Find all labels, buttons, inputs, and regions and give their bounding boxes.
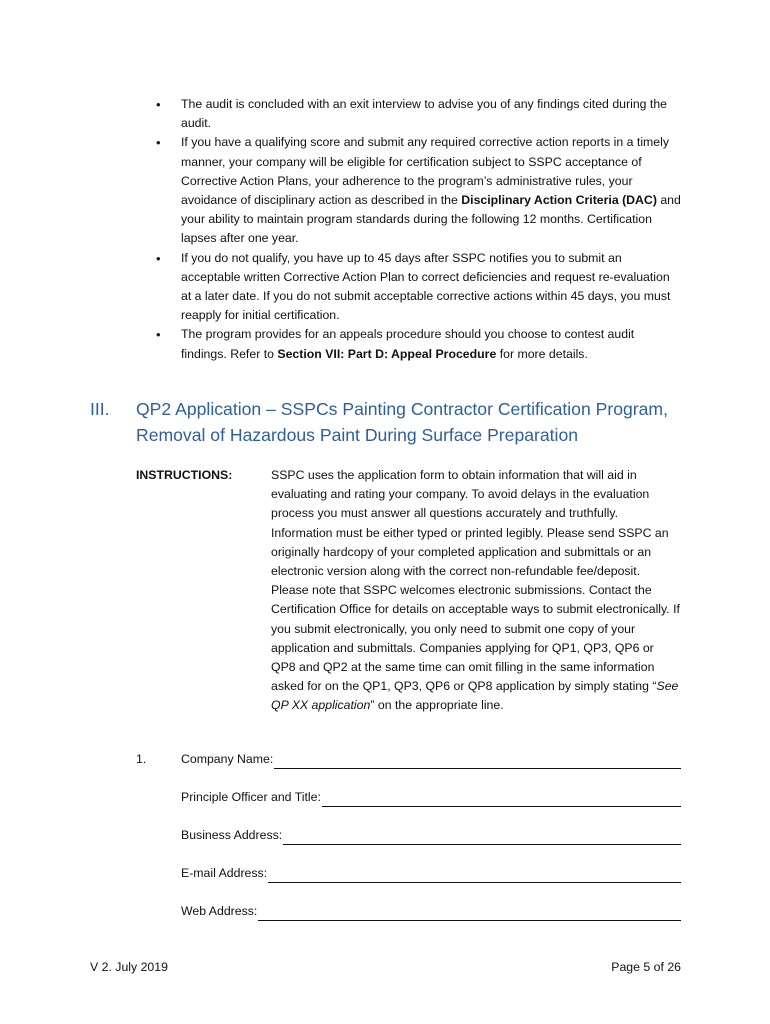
section-title: QP2 Application – SSPCs Painting Contractor Certification Program, Removal of Hazardous Paint During Surface Preparation (136, 399, 668, 445)
business-address-input-line[interactable] (283, 830, 681, 845)
bullet-text: and your ability to maintain program standards during the following 12 months. Certification lapses after one year. (181, 193, 681, 246)
field-label: Principle Officer and Title: (181, 790, 321, 804)
field-label: Web Address: (181, 904, 258, 918)
bullet-text: If you have a qualifying score and submit any required corrective action reports in a timely manner, your company will be eligible for certification subject to SSPC acceptance of Corrective Action Plans, your adherence to the program’s administrative rules, your avoidance of disciplinary action as described in the (181, 135, 670, 208)
bullet-not-qualify (181, 249, 681, 326)
field-label: Company Name: (181, 752, 274, 766)
appeal-procedure-reference: Section VII: Part D: Appeal Procedure (277, 346, 497, 361)
principle-officer-field (181, 788, 681, 807)
field-label: Business Address: (181, 828, 283, 842)
company-name-field (181, 750, 681, 769)
instructions-label: INSTRUCTIONS: (136, 468, 233, 482)
bullet-exit-interview (181, 95, 681, 133)
bullet-qualifying-score (181, 133, 681, 248)
dac-reference: Disciplinary Action Criteria (DAC) (461, 193, 657, 208)
instructions-body: SSPC uses the application form to obtain information that will aid in evaluating and rating your company. To avoid delays in the evaluation process you must answer all questions accurately and truthfully. Information must be either typed or printed legibly. Please send SSPC an originally hardcopy of your completed application and submittals or an electronic version along with the correct non-refundable fee/deposit. Please note that SSPC welcomes electronic submissions. Contact the Certification Office for details on acceptable ways to submit electronically. If you submit electronically, you only need to submit one copy of your application and submittals. Companies applying for QP1, QP3, QP6 or QP8 and QP2 at the same time can omit filling in the same information asked for on the QP1, QP3, QP6 or QP8 application by simply stating “ (271, 468, 680, 694)
footer-page-number: Page 5 of 26 (611, 960, 681, 974)
section-number: III. (90, 399, 110, 419)
company-name-input-line[interactable] (274, 754, 681, 769)
bullet-text: for more details. (496, 346, 588, 361)
footer-version: V 2. July 2019 (90, 960, 168, 974)
instructions-end: ” on the appropriate line. (370, 698, 504, 713)
field-label: E-mail Address: (181, 866, 268, 880)
form-item-number: 1. (136, 752, 147, 766)
web-address-field (181, 902, 681, 921)
principle-officer-input-line[interactable] (322, 792, 681, 807)
audit-bullet-list (181, 95, 681, 364)
email-address-field (181, 864, 681, 883)
business-address-field (181, 826, 681, 845)
instructions-text (271, 466, 681, 716)
instructions-italic: See QP XX application (271, 679, 679, 713)
bullet-text: If you do not qualify, you have up to 45 days after SSPC notifies you to submit an acceptable written Corrective Action Plan to correct deficiencies and request re-evaluation at a later date. If you do not submit acceptable corrective actions within 45 days, you must reapply for initial certification. (181, 250, 671, 323)
bullet-appeals (181, 325, 681, 363)
email-address-input-line[interactable] (268, 868, 681, 883)
bullet-text: The program provides for an appeals procedure should you choose to contest audit findings. Refer to (181, 327, 635, 361)
bullet-text: The audit is concluded with an exit interview to advise you of any findings cited during the audit. (181, 97, 668, 131)
web-address-input-line[interactable] (258, 906, 681, 921)
